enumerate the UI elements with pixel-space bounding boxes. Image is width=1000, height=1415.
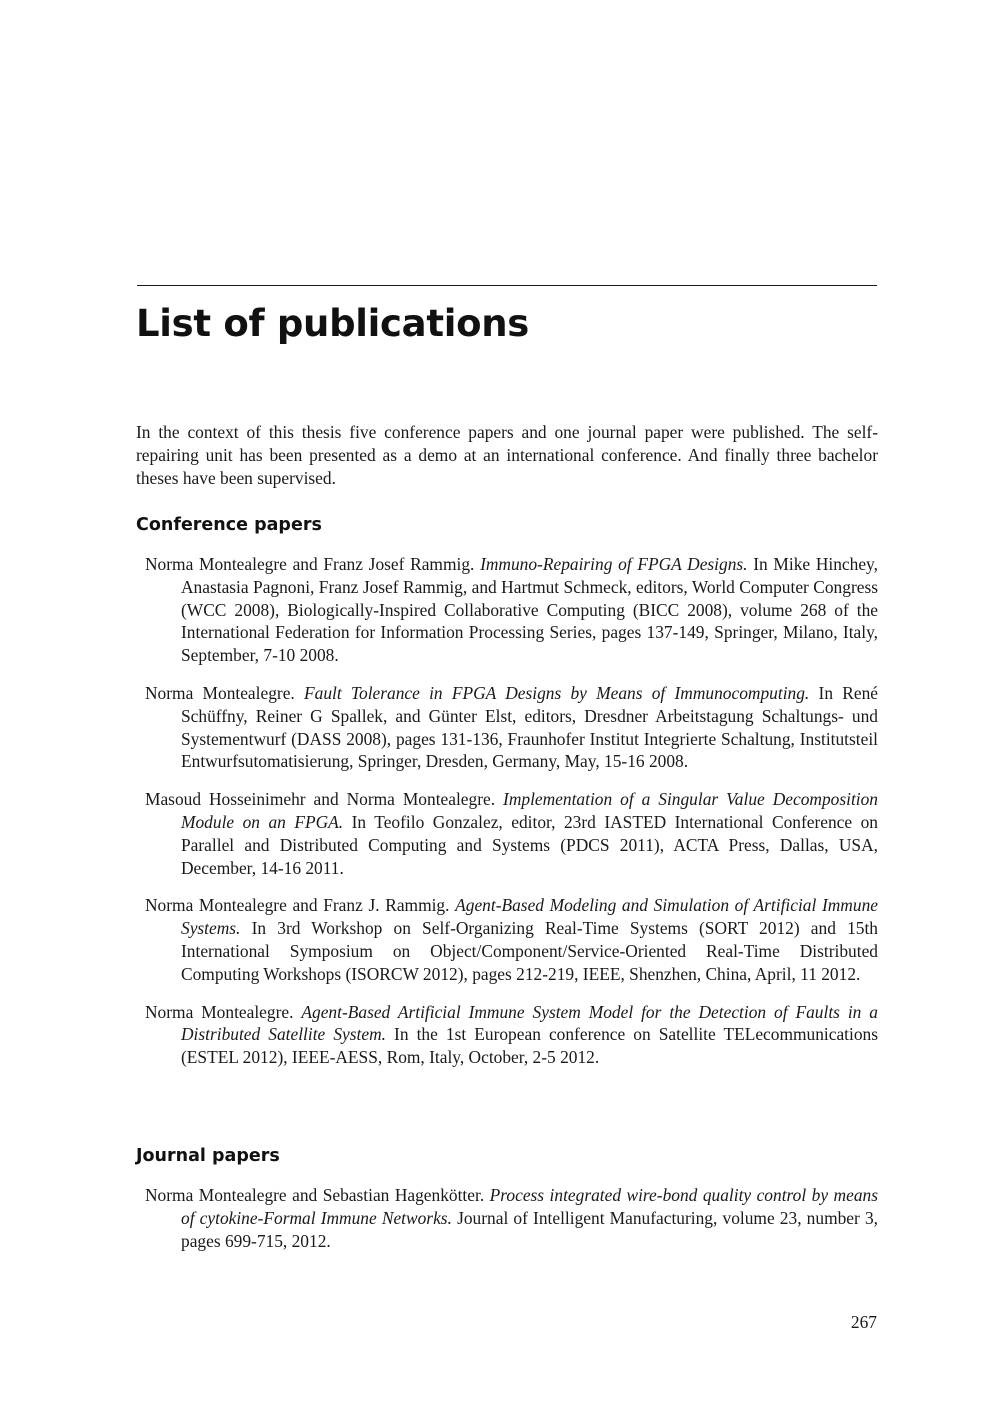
chapter-title: List of publications xyxy=(136,302,529,345)
list-item: Norma Montealegre and Franz Josef Rammig. Immuno-Repairing of FPGA Designs. In Mike Hinchey, Anastasia Pagnoni, Franz Josef Rammig, and Hartmut Schmeck, editors, World Computer Congress (WCC 2008), Biologically-Inspired Collaborative Computing (BICC 2008), volume 268 of the International Federation for Information Processing Series, pages 137-149, Springer, Milano, Italy, September, 7-10 2008. xyxy=(145,554,878,666)
journal-papers-list xyxy=(145,1184,878,1252)
conference-papers-list xyxy=(145,553,878,1069)
conference-papers-heading: Conference papers xyxy=(136,515,322,535)
page-number: 267 xyxy=(850,1312,877,1332)
intro-paragraph: In the context of this thesis five conference papers and one journal paper were published. The self-repairing unit has been presented as a demo at an international conference. And finally three bachelor theses have been supervised. xyxy=(136,422,878,488)
chapter-rule xyxy=(137,285,877,286)
list-item: Norma Montealegre and Franz J. Rammig. Agent-Based Modeling and Simulation of Artificial Immune Systems. In 3rd Workshop on Self-Organizing Real-Time Systems (SORT 2012) and 15th International Symposium on Object/Component/Service-Oriented Real-Time Distributed Computing Workshops (ISORCW 2012), pages 212-219, IEEE, Shenzhen, China, April, 11 2012. xyxy=(145,895,878,984)
list-item: Masoud Hosseinimehr and Norma Montealegre. Implementation of a Singular Value Decomposition Module on an FPGA. In Teofilo Gonzalez, editor, 23rd IASTED International Conference on Parallel and Distributed Computing and Systems (PDCS 2011), ACTA Press, Dallas, USA, December, 14-16 2011. xyxy=(145,789,878,878)
list-item: Norma Montealegre. Agent-Based Artificial Immune System Model for the Detection of Faults in a Distributed Satellite System. In the 1st European conference on Satellite TELecommunications (ESTEL 2012), IEEE-AESS, Rom, Italy, October, 2-5 2012. xyxy=(145,1001,878,1068)
list-item: Norma Montealegre. Fault Tolerance in FPGA Designs by Means of Immunocomputing. In René Schüffny, Reiner G Spallek, and Günter Elst, editors, Dresdner Arbeitstagung Schaltungs- und Systementwurf (DASS 2008), pages 131-136, Fraunhofer Institut Integrierte Schaltung, Institutsteil Entwurfsutomatisierung, Springer, Dresden, Germany, May, 15-16 2008. xyxy=(145,682,878,772)
journal-papers-heading: Journal papers xyxy=(136,1146,280,1166)
list-item: Norma Montealegre and Sebastian Hagenkötter. Process integrated wire-bond quality control by means of cytokine-Formal Immune Networks. Journal of Intelligent Manufacturing, volume 23, number 3, pages 699-715, 2012. xyxy=(145,1185,878,1251)
